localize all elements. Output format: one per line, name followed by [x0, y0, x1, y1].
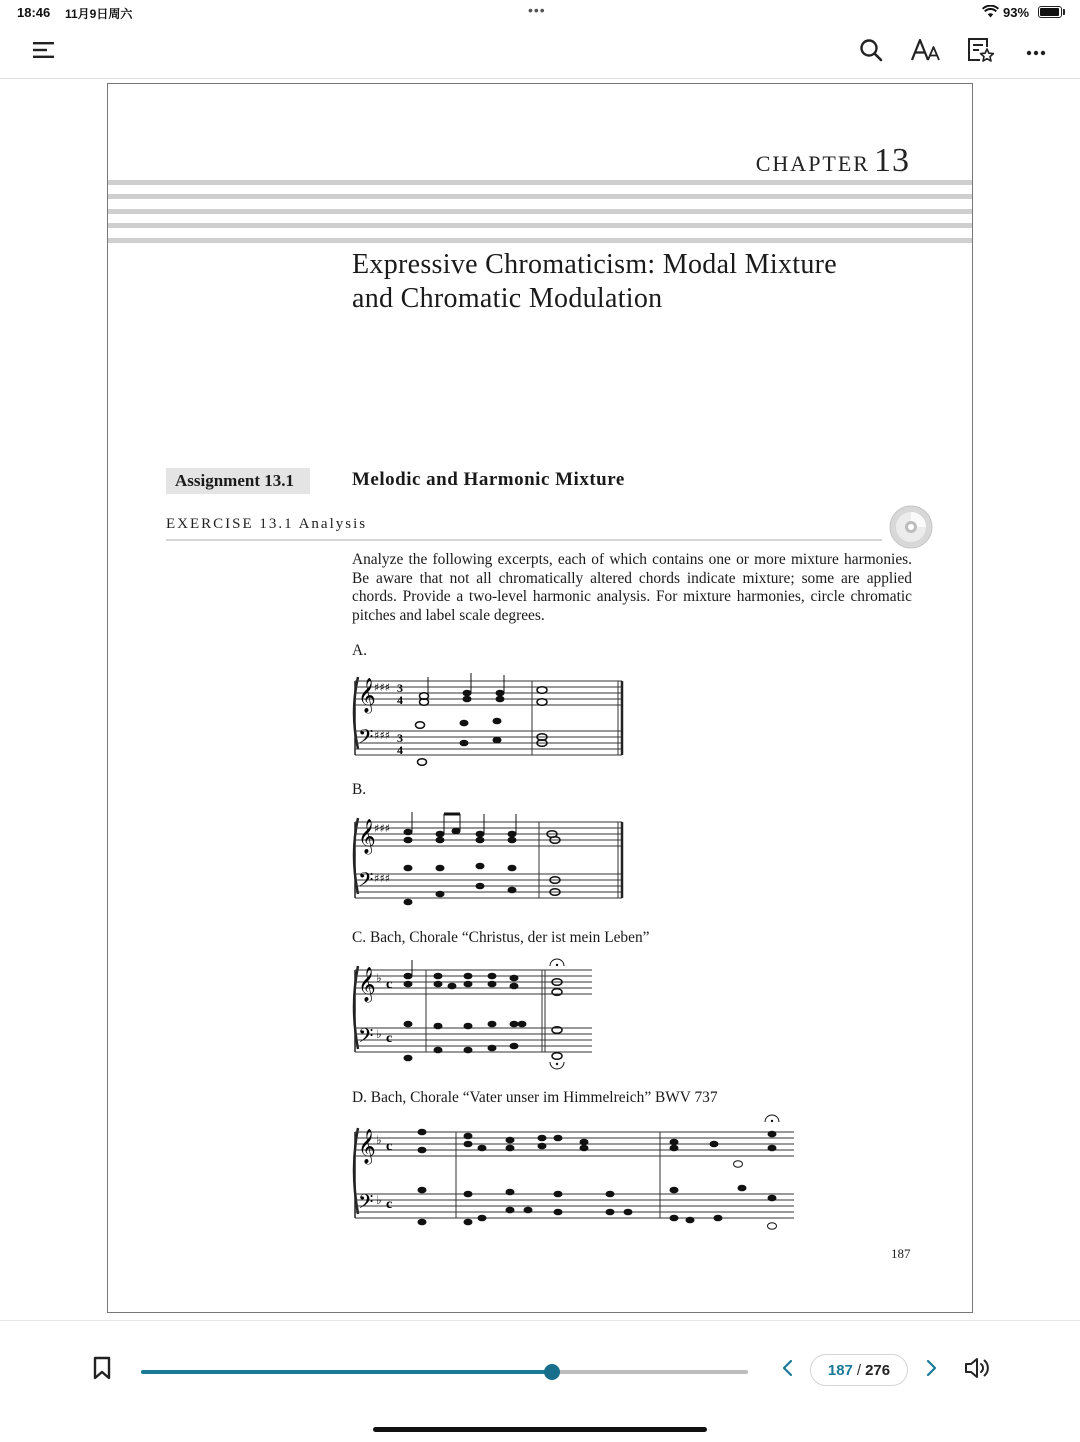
svg-text:c: c — [386, 1139, 393, 1154]
chapter-title-line-2: and Chromatic Modulation — [352, 283, 663, 314]
excerpt-c-score — [352, 954, 602, 1079]
reader-toolbar — [0, 26, 1080, 79]
chapter-number: 13 — [874, 142, 910, 179]
svg-text:♯♯♯: ♯♯♯ — [374, 822, 390, 835]
current-page: 187 — [827, 1361, 853, 1379]
svg-text:𝄞: 𝄞 — [358, 967, 376, 1002]
chapter-rule — [108, 223, 972, 228]
svg-text:♯♯♯: ♯♯♯ — [374, 681, 390, 694]
page-counter[interactable] — [810, 1354, 908, 1386]
svg-text:𝄢: 𝄢 — [358, 1190, 374, 1218]
svg-text:♯♯♯: ♯♯♯ — [374, 729, 390, 742]
svg-text:𝄞: 𝄞 — [358, 678, 376, 713]
bookmark-icon — [93, 1356, 111, 1385]
chapter-rule — [108, 180, 972, 185]
bookmark-button[interactable] — [84, 1352, 120, 1388]
chapter-rule — [108, 209, 972, 214]
svg-text:4: 4 — [397, 743, 403, 757]
progress-slider[interactable] — [141, 1370, 748, 1374]
chapter-title-line-1: Expressive Chromaticism: Modal Mixture — [352, 249, 837, 280]
assignment-label: Assignment 13.1 — [166, 468, 310, 494]
svg-text:♭: ♭ — [376, 1133, 382, 1147]
excerpt-d-label: D. Bach, Chorale “Vater unser im Himmelreich” BWV 737 — [352, 1089, 718, 1106]
page-number: 187 — [891, 1246, 911, 1261]
svg-text:𝄞: 𝄞 — [358, 819, 376, 854]
excerpt-a-score — [352, 667, 627, 772]
excerpt-b-label: B. — [352, 781, 367, 798]
total-pages: 276 — [865, 1361, 891, 1379]
progress-thumb[interactable] — [544, 1364, 560, 1380]
bookmarks-list-button[interactable] — [962, 34, 998, 70]
status-bar — [0, 0, 1080, 26]
page-separator: / — [856, 1361, 862, 1379]
next-page-button[interactable] — [914, 1352, 950, 1388]
svg-text:♯♯♯: ♯♯♯ — [374, 872, 390, 885]
battery-tip — [1063, 9, 1065, 15]
svg-text:4: 4 — [397, 693, 403, 707]
chapter-title — [352, 248, 912, 316]
font-settings-button[interactable] — [908, 34, 944, 70]
chapter-heading — [756, 142, 910, 180]
battery-percent: 93% — [1003, 5, 1030, 20]
svg-text:𝄢: 𝄢 — [358, 868, 374, 896]
progress-fill — [141, 1370, 552, 1374]
status-date: 11月9日周六 — [65, 7, 133, 21]
book-page — [107, 83, 973, 1313]
chevron-right-icon — [926, 1359, 938, 1382]
battery-icon — [1038, 6, 1062, 18]
svg-text:♭: ♭ — [376, 1193, 382, 1207]
svg-text:𝄞: 𝄞 — [358, 1129, 376, 1164]
excerpt-c-label: C. Bach, Chorale “Christus, der ist mein Leben” — [352, 929, 650, 946]
chevron-left-icon — [781, 1359, 793, 1382]
chapter-word: CHAPTER — [755, 151, 870, 176]
svg-text:c: c — [386, 1197, 393, 1212]
search-button[interactable] — [853, 34, 889, 70]
reader-bottom-bar — [0, 1320, 1080, 1442]
svg-text:𝄢: 𝄢 — [358, 1024, 374, 1052]
status-time: 18:46 — [17, 5, 51, 20]
search-icon — [859, 38, 883, 67]
svg-text:𝄢: 𝄢 — [358, 725, 374, 753]
svg-text:c: c — [386, 977, 393, 992]
menu-button[interactable] — [26, 34, 62, 70]
more-button[interactable] — [1018, 34, 1054, 70]
svg-text:3: 3 — [397, 681, 403, 695]
bookmark-list-icon — [966, 36, 994, 69]
menu-icon — [33, 41, 55, 64]
chapter-rule — [108, 194, 972, 199]
speaker-icon — [964, 1356, 992, 1385]
excerpt-b-score — [352, 806, 627, 916]
previous-page-button[interactable] — [769, 1352, 805, 1388]
svg-text:c: c — [386, 1031, 393, 1046]
exercise-rule — [166, 539, 882, 541]
more-icon — [1026, 43, 1046, 61]
wifi-icon — [982, 5, 999, 23]
exercise-instructions: Analyze the following excerpts, each of which contains one or more mixture harmonies. Be aware that not all chromatically altered chords indicate mixture; some are applied chords. Provide a two-level harmonic analysis. For mixture harmonies, circle chromatic pitches and label scale degrees. — [352, 551, 912, 625]
svg-text:♭: ♭ — [376, 971, 382, 985]
svg-text:3: 3 — [397, 731, 403, 745]
chapter-rule — [108, 238, 972, 243]
audio-cd-icon[interactable] — [889, 505, 933, 549]
home-indicator[interactable] — [373, 1427, 707, 1432]
excerpt-d-score — [352, 1114, 802, 1244]
svg-text:♭: ♭ — [376, 1027, 382, 1041]
excerpt-a-label: A. — [352, 642, 367, 659]
assignment-title: Melodic and Harmonic Mixture — [352, 469, 625, 490]
font-size-icon — [911, 38, 941, 67]
multitask-dots-icon[interactable]: ••• — [528, 2, 546, 18]
exercise-label: EXERCISE 13.1 Analysis — [166, 516, 368, 532]
read-aloud-button[interactable] — [960, 1352, 996, 1388]
